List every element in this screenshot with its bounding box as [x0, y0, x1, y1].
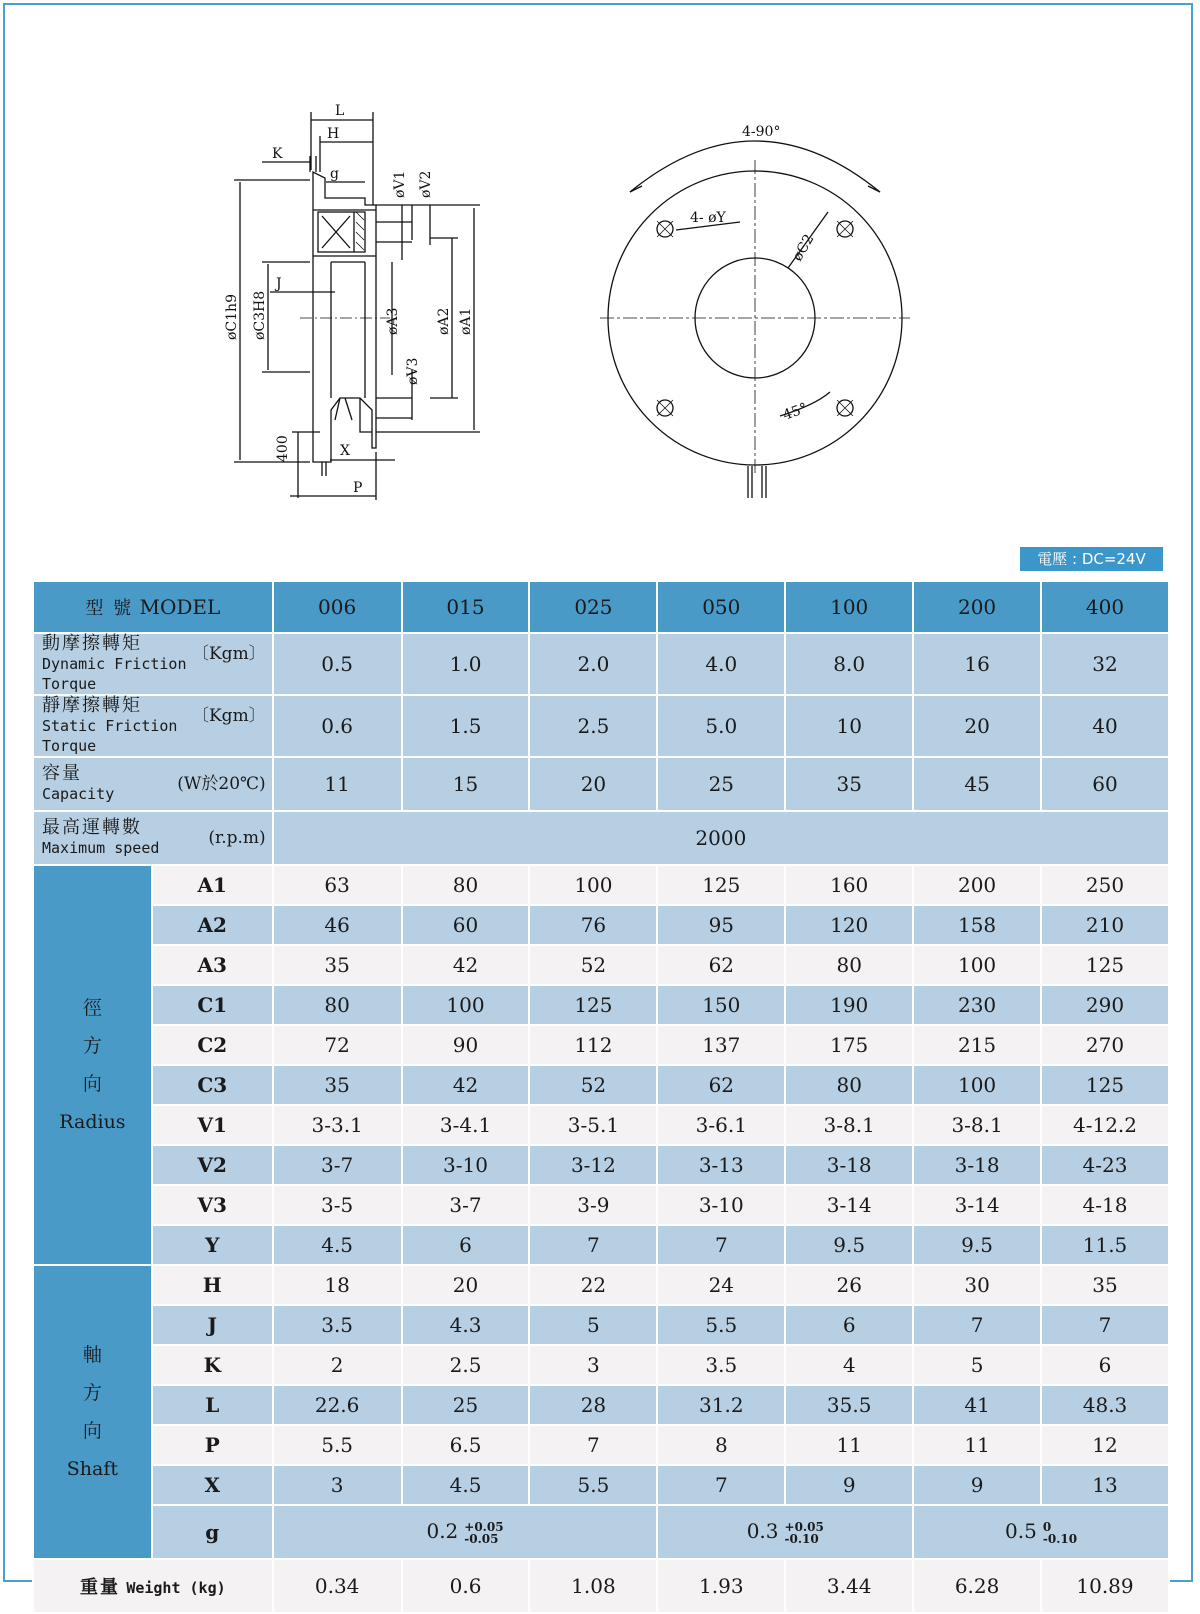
- dynamic-torque-value: 1.0: [402, 633, 530, 695]
- radius-code-V3: V3: [152, 1185, 273, 1225]
- shaft-value: 35.5: [785, 1385, 913, 1425]
- static-torque-value: 10: [785, 695, 913, 757]
- shaft-value: 4: [785, 1345, 913, 1385]
- radius-value: 4-18: [1041, 1185, 1169, 1225]
- dim-label-A3: øA3: [385, 307, 401, 335]
- shaft-value: 3.5: [657, 1345, 785, 1385]
- g-value: 0.2: [426, 1519, 459, 1544]
- radius-value: 3-12: [529, 1145, 657, 1185]
- shaft-code-H: H: [152, 1265, 273, 1305]
- radius-value: 9.5: [785, 1225, 913, 1265]
- radius-value: 42: [402, 945, 530, 985]
- radius-value: 80: [785, 1065, 913, 1105]
- dynamic-torque-unit: 〔Kgm〕: [191, 644, 266, 664]
- radius-code-A3: A3: [152, 945, 273, 985]
- capacity-value: 45: [913, 757, 1041, 811]
- capacity-label-en: Capacity: [42, 785, 115, 803]
- technical-drawing: [0, 0, 1200, 540]
- radius-row-A3: [33, 945, 1169, 985]
- shaft-value: 26: [785, 1265, 913, 1305]
- dynamic-torque-value: 16: [913, 633, 1041, 695]
- shaft-value: 5: [913, 1345, 1041, 1385]
- radius-value: 290: [1041, 985, 1169, 1025]
- shaft-value: 5.5: [657, 1305, 785, 1345]
- capacity-value: 25: [657, 757, 785, 811]
- label-holes: 4- øY: [690, 210, 726, 226]
- shaft-value: 6: [785, 1305, 913, 1345]
- radius-value: 137: [657, 1025, 785, 1065]
- shaft-row-L: [33, 1385, 1169, 1425]
- shaft-row-g: [33, 1505, 1169, 1559]
- model-label-zh: 型 號: [85, 598, 134, 619]
- radius-group-label-en: Radius: [59, 1111, 126, 1133]
- shaft-value: 24: [657, 1265, 785, 1305]
- dynamic-torque-row: [33, 633, 1169, 695]
- shaft-group-label-zh: 軸: [82, 1344, 102, 1366]
- radius-value: 9.5: [913, 1225, 1041, 1265]
- shaft-row-K: [33, 1345, 1169, 1385]
- radius-value: 95: [657, 905, 785, 945]
- shaft-value: 6.5: [402, 1425, 530, 1465]
- weight-value: 3.44: [785, 1559, 913, 1613]
- radius-value: 100: [913, 1065, 1041, 1105]
- static-torque-value: 5.0: [657, 695, 785, 757]
- shaft-value: 3: [273, 1465, 402, 1505]
- radius-value: 3-18: [785, 1145, 913, 1185]
- dynamic-torque-value: 32: [1041, 633, 1169, 695]
- dynamic-torque-value: 0.5: [273, 633, 402, 695]
- shaft-value: 2: [273, 1345, 402, 1385]
- radius-row-Y: [33, 1225, 1169, 1265]
- g-tolerance-lower: -0.10: [784, 1531, 819, 1546]
- radius-code-C3: C3: [152, 1065, 273, 1105]
- dynamic-torque-value: 2.0: [529, 633, 657, 695]
- shaft-value: 20: [402, 1265, 530, 1305]
- model-label-en: MODEL: [139, 595, 221, 619]
- radius-value: 125: [657, 865, 785, 905]
- shaft-code-P: P: [152, 1425, 273, 1465]
- radius-value: 3-14: [785, 1185, 913, 1225]
- shaft-value: 18: [273, 1265, 402, 1305]
- radius-value: 52: [529, 945, 657, 985]
- radius-value: 4.5: [273, 1225, 402, 1265]
- shaft-code-J: J: [152, 1305, 273, 1345]
- shaft-value: 30: [913, 1265, 1041, 1305]
- shaft-value: 22.6: [273, 1385, 402, 1425]
- max-speed-label-zh: 最高運轉數: [42, 817, 142, 838]
- static-torque-row: [33, 695, 1169, 757]
- model-header-cell: [33, 581, 273, 633]
- weight-value: 0.6: [402, 1559, 530, 1613]
- label-holes-angle: 4-90°: [742, 124, 781, 140]
- model-050: 050: [657, 581, 785, 633]
- shaft-value: 28: [529, 1385, 657, 1425]
- g-tolerance-lower: -0.10: [1042, 1531, 1078, 1546]
- voltage-badge: 電壓 : DC=24V: [1020, 547, 1163, 571]
- radius-row-A1: [33, 865, 1169, 905]
- dim-label-V3: øV3: [405, 357, 421, 385]
- weight-value: 1.08: [529, 1559, 657, 1613]
- shaft-code-X: X: [152, 1465, 273, 1505]
- static-torque-value: 0.6: [273, 695, 402, 757]
- weight-label-en: Weight (kg): [126, 1579, 226, 1597]
- radius-group-label-zh: 方: [82, 1035, 102, 1057]
- static-torque-label-en: Static Friction Torque: [42, 717, 178, 755]
- static-torque-value: 20: [913, 695, 1041, 757]
- radius-value: 3-5: [273, 1185, 402, 1225]
- radius-value: 150: [657, 985, 785, 1025]
- model-025: 025: [529, 581, 657, 633]
- g-tolerance-upper: +0.05: [784, 1519, 824, 1534]
- dim-label-P: P: [353, 480, 363, 496]
- radius-value: 62: [657, 1065, 785, 1105]
- header-row: [33, 581, 1169, 633]
- radius-value: 72: [273, 1025, 402, 1065]
- g-tolerance-upper: 0: [1042, 1519, 1052, 1534]
- radius-value: 80: [402, 865, 530, 905]
- radius-value: 80: [785, 945, 913, 985]
- shaft-code-g: g: [152, 1505, 273, 1559]
- static-torque-value: 2.5: [529, 695, 657, 757]
- radius-group-label-zh: 徑: [82, 997, 102, 1019]
- shaft-value: 5.5: [529, 1465, 657, 1505]
- shaft-value: 8: [657, 1425, 785, 1465]
- g-tolerance-upper: +0.05: [464, 1519, 504, 1534]
- radius-value: 46: [273, 905, 402, 945]
- static-torque-label: [33, 695, 273, 757]
- shaft-value: 7: [913, 1305, 1041, 1345]
- side-view-drawing: [224, 103, 480, 500]
- radius-value: 3-3.1: [273, 1105, 402, 1145]
- dynamic-torque-value: 8.0: [785, 633, 913, 695]
- radius-row-V2: [33, 1145, 1169, 1185]
- max-speed-label: [33, 811, 273, 865]
- radius-value: 230: [913, 985, 1041, 1025]
- shaft-value: 41: [913, 1385, 1041, 1425]
- static-torque-value: 1.5: [402, 695, 530, 757]
- radius-value: 100: [402, 985, 530, 1025]
- shaft-value: 11: [785, 1425, 913, 1465]
- radius-row-A2: [33, 905, 1169, 945]
- radius-value: 62: [657, 945, 785, 985]
- radius-value: 100: [529, 865, 657, 905]
- radius-value: 7: [657, 1225, 785, 1265]
- shaft-value: 9: [785, 1465, 913, 1505]
- shaft-value: 9: [913, 1465, 1041, 1505]
- g-tolerance-cell: [657, 1505, 913, 1559]
- g-tolerance: [785, 1521, 824, 1545]
- radius-value: 3-9: [529, 1185, 657, 1225]
- radius-value: 215: [913, 1025, 1041, 1065]
- radius-value: 175: [785, 1025, 913, 1065]
- dim-label-C1: øC1h9: [224, 294, 240, 340]
- capacity-label: [33, 757, 273, 811]
- radius-value: 250: [1041, 865, 1169, 905]
- shaft-value: 2.5: [402, 1345, 530, 1385]
- radius-value: 7: [529, 1225, 657, 1265]
- radius-value: 125: [529, 985, 657, 1025]
- shaft-value: 4.3: [402, 1305, 530, 1345]
- g-tolerance-cell: [913, 1505, 1169, 1559]
- spec-table: [32, 580, 1170, 1614]
- radius-value: 120: [785, 905, 913, 945]
- dynamic-torque-label-en: Dynamic Friction Torque: [42, 655, 187, 693]
- capacity-value: 15: [402, 757, 530, 811]
- radius-group-label: [33, 865, 152, 1265]
- shaft-group-label: [33, 1265, 152, 1559]
- shaft-row-X: [33, 1465, 1169, 1505]
- radius-value: 3-7: [402, 1185, 530, 1225]
- radius-value: 90: [402, 1025, 530, 1065]
- shaft-group-label-zh: 方: [82, 1382, 102, 1404]
- g-tolerance-cell: [273, 1505, 658, 1559]
- shaft-row-H: [33, 1265, 1169, 1305]
- radius-value: 160: [785, 865, 913, 905]
- radius-value: 63: [273, 865, 402, 905]
- shaft-value: 5.5: [273, 1425, 402, 1465]
- radius-value: 3-10: [402, 1145, 530, 1185]
- radius-row-V3: [33, 1185, 1169, 1225]
- capacity-row: [33, 757, 1169, 811]
- g-tolerance: [1043, 1521, 1077, 1545]
- shaft-value: 48.3: [1041, 1385, 1169, 1425]
- weight-label-zh: 重量: [80, 1577, 121, 1598]
- radius-value: 112: [529, 1025, 657, 1065]
- radius-value: 35: [273, 945, 402, 985]
- radius-row-C3: [33, 1065, 1169, 1105]
- max-speed-unit: (r.p.m): [208, 828, 266, 848]
- model-100: 100: [785, 581, 913, 633]
- radius-value: 4-23: [1041, 1145, 1169, 1185]
- shaft-value: 7: [529, 1425, 657, 1465]
- radius-value: 3-4.1: [402, 1105, 530, 1145]
- radius-value: 80: [273, 985, 402, 1025]
- dynamic-torque-label-zh: 動摩擦轉矩: [42, 633, 142, 654]
- radius-code-V1: V1: [152, 1105, 273, 1145]
- model-006: 006: [273, 581, 402, 633]
- capacity-value: 60: [1041, 757, 1169, 811]
- weight-row: [33, 1559, 1169, 1613]
- g-value: 0.5: [1005, 1519, 1037, 1544]
- radius-row-V1: [33, 1105, 1169, 1145]
- shaft-group-label-zh: 向: [82, 1420, 102, 1442]
- radius-value: 125: [1041, 1065, 1169, 1105]
- g-tolerance: [464, 1521, 503, 1545]
- shaft-value: 3: [529, 1345, 657, 1385]
- radius-value: 3-8.1: [785, 1105, 913, 1145]
- radius-code-C1: C1: [152, 985, 273, 1025]
- g-value: 0.3: [746, 1519, 779, 1544]
- front-view-drawing: [600, 124, 910, 498]
- radius-value: 210: [1041, 905, 1169, 945]
- radius-value: 42: [402, 1065, 530, 1105]
- max-speed-label-en: Maximum speed: [42, 839, 160, 857]
- shaft-value: 22: [529, 1265, 657, 1305]
- radius-row-C2: [33, 1025, 1169, 1065]
- shaft-row-P: [33, 1425, 1169, 1465]
- g-tolerance-lower: -0.05: [464, 1531, 499, 1546]
- capacity-value: 11: [273, 757, 402, 811]
- radius-value: 3-8.1: [913, 1105, 1041, 1145]
- weight-value: 1.93: [657, 1559, 785, 1613]
- weight-value: 6.28: [913, 1559, 1041, 1613]
- dim-label-C3: øC3H8: [252, 290, 268, 340]
- radius-value: 3-14: [913, 1185, 1041, 1225]
- label-angle: 45°: [780, 400, 810, 424]
- static-torque-label-zh: 靜摩擦轉矩: [42, 695, 142, 716]
- shaft-value: 4.5: [402, 1465, 530, 1505]
- radius-value: 60: [402, 905, 530, 945]
- dynamic-torque-value: 4.0: [657, 633, 785, 695]
- radius-value: 76: [529, 905, 657, 945]
- weight-value: 0.34: [273, 1559, 402, 1613]
- radius-value: 11.5: [1041, 1225, 1169, 1265]
- static-torque-value: 40: [1041, 695, 1169, 757]
- dim-label-A2: øA2: [436, 307, 452, 335]
- radius-value: 52: [529, 1065, 657, 1105]
- radius-row-C1: [33, 985, 1169, 1025]
- shaft-value: 7: [1041, 1305, 1169, 1345]
- shaft-code-K: K: [152, 1345, 273, 1385]
- capacity-unit: (W於20℃): [177, 774, 266, 794]
- weight-value: 10.89: [1041, 1559, 1169, 1613]
- dim-label-V2: øV2: [418, 170, 434, 198]
- radius-code-A2: A2: [152, 905, 273, 945]
- model-400: 400: [1041, 581, 1169, 633]
- shaft-value: 31.2: [657, 1385, 785, 1425]
- dim-label-K: K: [272, 146, 283, 162]
- capacity-value: 35: [785, 757, 913, 811]
- shaft-value: 6: [1041, 1345, 1169, 1385]
- shaft-value: 12: [1041, 1425, 1169, 1465]
- radius-code-A1: A1: [152, 865, 273, 905]
- shaft-code-L: L: [152, 1385, 273, 1425]
- radius-value: 100: [913, 945, 1041, 985]
- radius-value: 3-7: [273, 1145, 402, 1185]
- shaft-value: 35: [1041, 1265, 1169, 1305]
- radius-value: 125: [1041, 945, 1169, 985]
- radius-value: 4-12.2: [1041, 1105, 1169, 1145]
- radius-value: 3-6.1: [657, 1105, 785, 1145]
- capacity-value: 20: [529, 757, 657, 811]
- radius-value: 190: [785, 985, 913, 1025]
- max-speed-row: [33, 811, 1169, 865]
- radius-value: 3-10: [657, 1185, 785, 1225]
- static-torque-unit: 〔Kgm〕: [191, 706, 266, 726]
- dim-label-lead: 400: [275, 435, 291, 462]
- radius-code-Y: Y: [152, 1225, 273, 1265]
- dim-label-J: J: [276, 276, 282, 292]
- radius-value: 35: [273, 1065, 402, 1105]
- shaft-value: 7: [657, 1465, 785, 1505]
- radius-group-label-zh: 向: [82, 1073, 102, 1095]
- model-200: 200: [913, 581, 1041, 633]
- capacity-label-zh: 容量: [42, 763, 82, 784]
- radius-value: 200: [913, 865, 1041, 905]
- dim-label-V1: øV1: [392, 170, 408, 198]
- label-pcd: øC2: [789, 231, 818, 264]
- radius-value: 270: [1041, 1025, 1169, 1065]
- dim-label-H: H: [327, 126, 340, 142]
- shaft-group-label-en: Shaft: [66, 1458, 119, 1480]
- shaft-value: 5: [529, 1305, 657, 1345]
- shaft-value: 13: [1041, 1465, 1169, 1505]
- model-015: 015: [402, 581, 530, 633]
- radius-value: 3-18: [913, 1145, 1041, 1185]
- shaft-value: 11: [913, 1425, 1041, 1465]
- weight-label: [33, 1559, 273, 1613]
- shaft-value: 3.5: [273, 1305, 402, 1345]
- dynamic-torque-label: [33, 633, 273, 695]
- radius-value: 3-13: [657, 1145, 785, 1185]
- radius-value: 3-5.1: [529, 1105, 657, 1145]
- dim-label-X: X: [340, 443, 350, 459]
- shaft-row-J: [33, 1305, 1169, 1345]
- dim-label-A1: øA1: [458, 307, 474, 335]
- radius-value: 6: [402, 1225, 530, 1265]
- shaft-value: 25: [402, 1385, 530, 1425]
- dim-label-g: g: [330, 166, 339, 182]
- dim-label-L: L: [335, 103, 345, 119]
- radius-code-V2: V2: [152, 1145, 273, 1185]
- radius-value: 158: [913, 905, 1041, 945]
- max-speed-value: 2000: [273, 811, 1169, 865]
- radius-code-C2: C2: [152, 1025, 273, 1065]
